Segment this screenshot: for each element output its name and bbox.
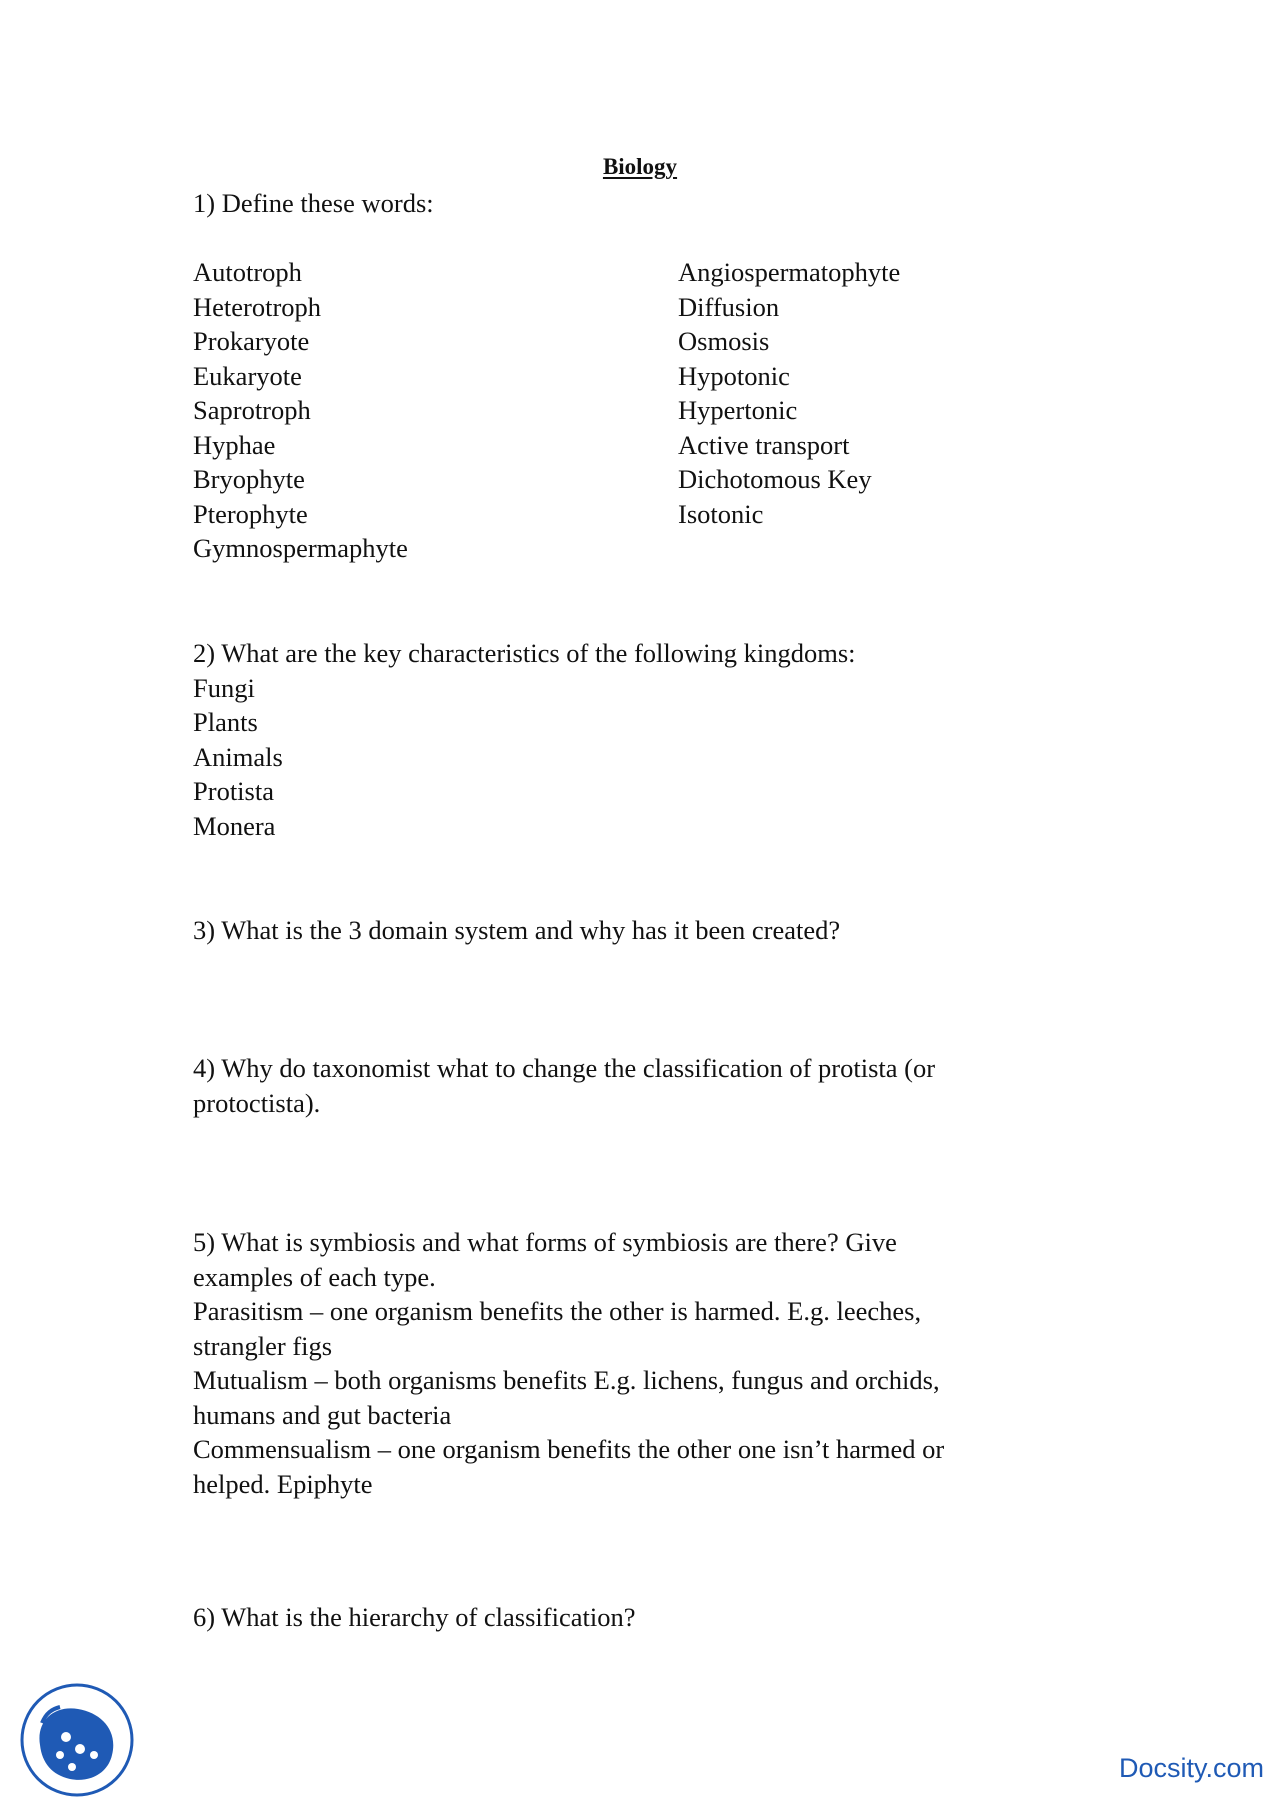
kingdom-item: Monera [193,810,276,841]
term-item: Autotroph [193,257,302,287]
term-item: Diffusion [678,291,780,322]
question-5-line: Commensualism – one organism benefits the other one isn’t harmed or [193,1434,945,1464]
question-3-prompt: 3) What is the 3 domain system and why has it been created? [193,915,841,945]
kingdom-item: Animals [193,741,283,772]
document-title: Biology [602,154,678,179]
term-item: Dichotomous Key [678,464,872,494]
docsity-logo-icon[interactable] [20,1683,134,1797]
term-item: Osmosis [678,326,770,356]
term-list-column-2 [678,255,900,531]
question-4 [193,1051,1073,1120]
question-2 [193,636,856,843]
question-4-line: protoctista). [193,1087,321,1118]
question-5-line: Parasitism – one organism benefits the other is harmed. E.g. leeches, [193,1296,922,1326]
term-item: Prokaryote [193,326,310,356]
question-5-line: Mutualism – both organisms benefits E.g. lichens, fungus and orchids, [193,1365,940,1395]
question-5-line: humans and gut bacteria [193,1399,452,1430]
term-item: Pterophyte [193,498,308,529]
question-2-prompt: 2) What are the key characteristics of the following kingdoms: [193,638,856,668]
term-item: Hyphae [193,429,276,460]
term-item: Hypotonic [678,360,790,391]
question-4-line: 4) Why do taxonomist what to change the classification of protista (or [193,1053,936,1083]
term-item: Hypertonic [678,395,798,425]
question-5-line: strangler figs [193,1330,333,1361]
term-item: Active transport [678,429,850,460]
question-5-line: helped. Epiphyte [193,1468,373,1499]
question-5-line: 5) What is symbiosis and what forms of symbiosis are there? Give [193,1227,897,1257]
term-item: Isotonic [678,498,764,529]
question-6-prompt: 6) What is the hierarchy of classification? [193,1602,636,1632]
term-list-column-1 [193,255,408,566]
docsity-brand-link[interactable]: Docsity.com [1118,1753,1264,1783]
term-item: Saprotroph [193,395,311,425]
term-item: Angiospermatophyte [678,257,901,287]
question-5-line: examples of each type. [193,1261,436,1292]
term-item: Gymnospermaphyte [193,533,408,563]
question-1-prompt: 1) Define these words: [193,188,434,218]
kingdom-item: Protista [193,776,274,806]
kingdom-item: Fungi [193,672,255,703]
term-item: Heterotroph [193,291,322,322]
term-item: Eukaryote [193,360,302,391]
question-5 [193,1225,1073,1501]
kingdom-item: Plants [193,707,258,737]
term-item: Bryophyte [193,464,305,494]
